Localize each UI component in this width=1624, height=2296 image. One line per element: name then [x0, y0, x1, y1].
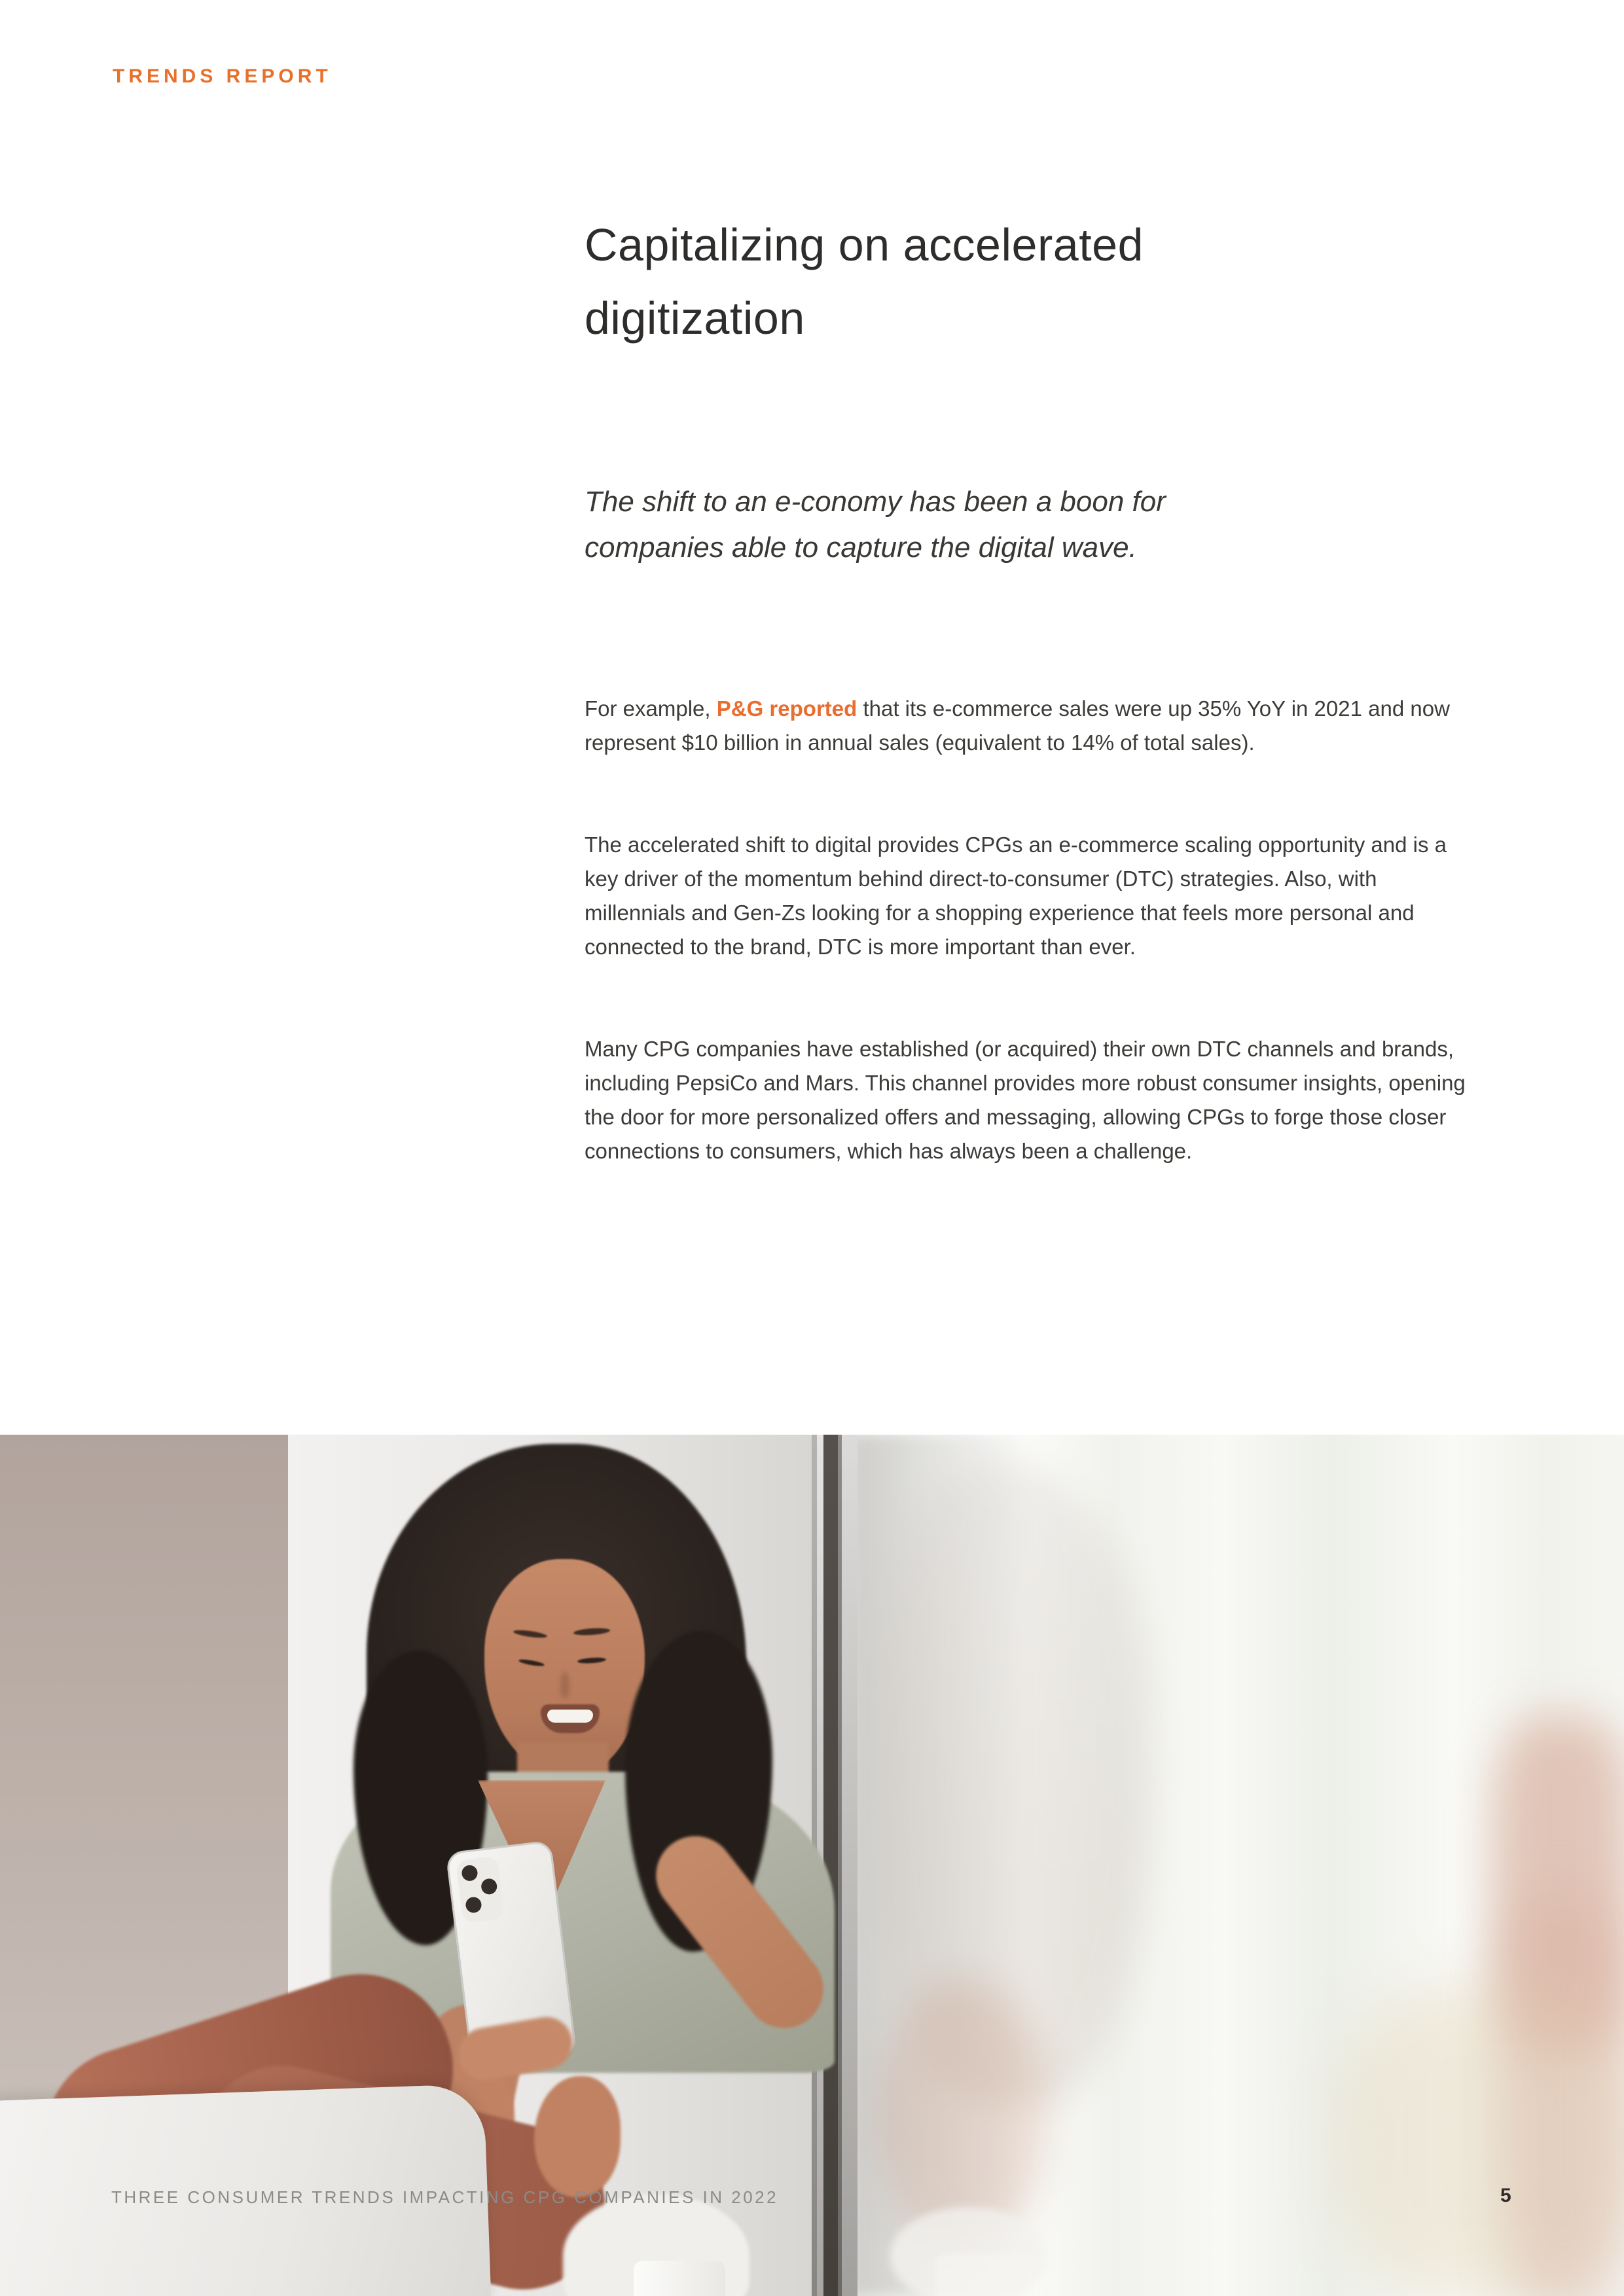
smartphone-camera-module — [456, 1856, 505, 1923]
eyebrow-label: TRENDS REPORT — [113, 65, 332, 87]
paragraph-1-suffix: that its e-commerce sales were up 35% YoY in 2021 and now represent $10 billion in annual sales (equivalent to 14% of total sales). — [585, 696, 1450, 755]
white-cup — [634, 2261, 725, 2296]
photo-pink-blur — [1499, 1893, 1624, 2296]
lede-text: The shift to an e-conomy has been a boon for companies able to capture the digital wave. — [585, 486, 1166, 564]
woman-nose-shadow — [560, 1672, 569, 1699]
page-title: Capitalizing on accelerated digitization — [585, 219, 1144, 344]
footer-caption: THREE CONSUMER TRENDS IMPACTING CPG COMPANIES IN 2022 — [111, 2187, 779, 2207]
paragraph-3: Many CPG companies have established (or acquired) their own DTC channels and brands, including PepsiCo and Mars. This channel provides more robust consumer insights, opening the door for more personalized offers and messaging, allowing CPGs to forge those closer connections to consumers, which has always been a challenge. — [585, 1037, 1466, 1163]
woman-teeth — [547, 1710, 593, 1723]
paragraph-2: The accelerated shift to digital provides CPGs an e-commerce scaling opportunity and is a key driver of the momentum behind direct-to-consumer (DTC) strategies. Also, with millennials and Gen-Zs looking for a shopping experience that feels more personal and connected to the brand, DTC is more important than ever. — [585, 833, 1447, 959]
page-number: 5 — [1500, 2185, 1511, 2206]
article-column — [585, 208, 1467, 1168]
cup-reflection — [936, 2254, 1034, 2296]
hero-photo — [0, 1435, 1624, 2296]
pg-reported-link[interactable]: P&G reported — [716, 696, 857, 721]
paragraph-1-prefix: For example, — [585, 696, 717, 721]
paragraph-1 — [585, 692, 1467, 760]
body-copy — [585, 692, 1467, 1168]
woman-hand-right — [534, 2076, 621, 2197]
